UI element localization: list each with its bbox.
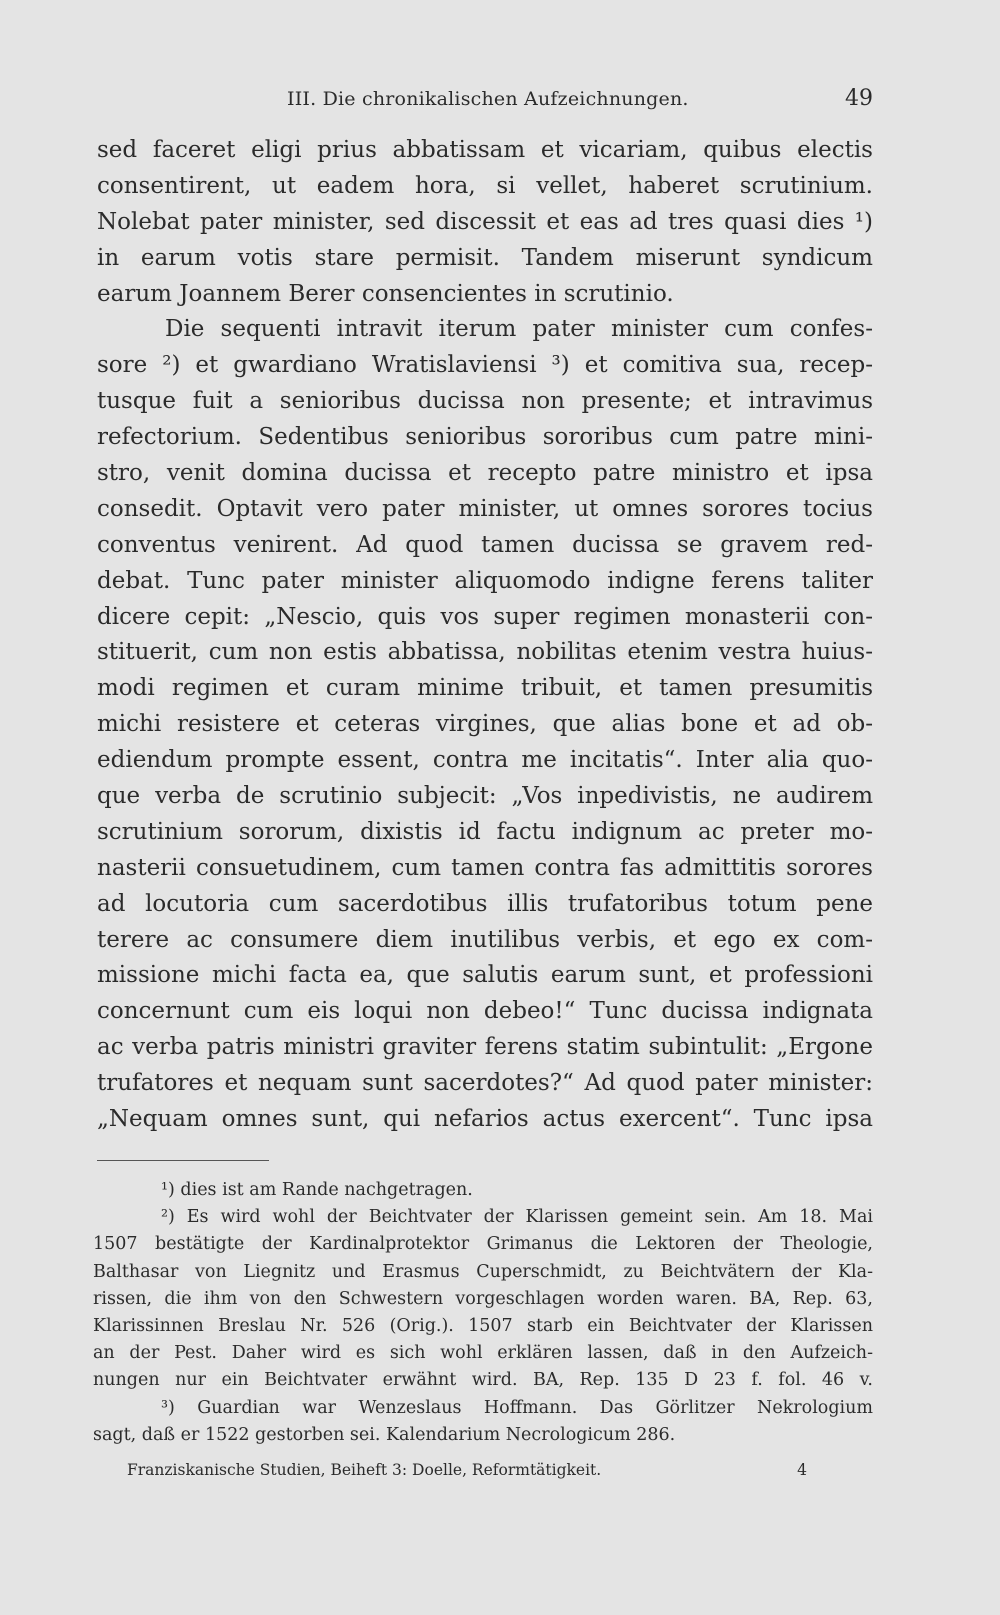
footnote-line: rissen, die ihm von den Schwestern vorgeschlagen worden waren. BA, Rep. 63, — [93, 1288, 873, 1309]
text-line: sore ²) et gwardiano Wratislaviensi ³) et comitiva sua, recep- — [97, 352, 873, 379]
footnote-line: Balthasar von Liegnitz und Erasmus Cuperschmidt, zu Beichtvätern der Kla- — [93, 1261, 873, 1282]
signature-mark: 4 — [797, 1461, 807, 1479]
text-line: debat. Tunc pater minister aliquomodo indigne ferens taliter — [97, 567, 873, 594]
text-line: terere ac consumere diem inutilibus verbis, et ego ex com- — [97, 926, 873, 953]
page-header — [97, 86, 873, 120]
text-line: stro, venit domina ducissa et recepto patre ministro et ipsa — [97, 460, 873, 487]
text-line: ac verba patris ministri graviter ferens statim subintulit: „Ergone — [97, 1034, 873, 1061]
text-line: trufatores et nequam sunt sacerdotes?“ Ad quod pater minister: — [97, 1070, 873, 1097]
body-text — [97, 133, 873, 1138]
text-line: ad locutoria cum sacerdotibus illis trufatoribus totum pene — [97, 890, 873, 917]
footnote-line: Klarissinnen Breslau Nr. 526 (Orig.). 1507 starb ein Beichtvater der Klarissen — [93, 1315, 873, 1336]
text-line: michi resistere et ceteras virgines, que alias bone et ad ob- — [97, 711, 873, 738]
text-line: refectorium. Sedentibus senioribus sororibus cum patre mini- — [97, 424, 873, 451]
text-line: tusque fuit a senioribus ducissa non presente; et intravimus — [97, 388, 873, 415]
footnote-rule — [97, 1160, 269, 1161]
text-line: scrutinium sororum, dixistis id factu indignum ac preter mo- — [97, 818, 873, 845]
text-line: in earum votis stare permisit. Tandem miserunt syndicum — [97, 244, 873, 271]
printer-signature — [127, 1458, 807, 1482]
text-line: consedit. Optavit vero pater minister, ut omnes sorores tocius — [97, 495, 873, 522]
footnote-line: ²) Es wird wohl der Beichtvater der Klarissen gemeint sein. Am 18. Mai — [161, 1207, 873, 1228]
text-line: stituerit, cum non estis abbatissa, nobilitas etenim vestra huius- — [97, 639, 873, 666]
text-line: concernunt cum eis loqui non debeo!“ Tunc ducissa indignata — [97, 998, 873, 1025]
footnote-line: ¹) dies ist am Rande nachgetragen. — [161, 1180, 473, 1200]
text-line: missione michi facta ea, que salutis earum sunt, et professioni — [97, 962, 873, 989]
text-line: sed faceret eligi prius abbatissam et vicariam, quibus electis — [97, 137, 873, 163]
text-line: ediendum prompte essent, contra me incitatis“. Inter alia quo- — [97, 747, 873, 774]
text-line: nasterii consuetudinem, cum tamen contra fas admittitis sorores — [97, 854, 873, 881]
text-line: earum Joannem Berer consencientes in scrutinio. — [97, 280, 674, 307]
text-line: Nolebat pater minister, sed discessit et eas ad tres quasi dies ¹) — [97, 208, 873, 235]
footnote-line: an der Pest. Daher wird es sich wohl erklären lassen, daß in den Aufzeich- — [93, 1343, 873, 1364]
footnotes — [93, 1177, 873, 1449]
text-line: „Nequam omnes sunt, qui nefarios actus exercent“. Tunc ipsa — [97, 1106, 873, 1133]
footnote-line: nungen nur ein Beichtvater erwähnt wird. BA, Rep. 135 D 23 f. fol. 46 v. — [93, 1370, 873, 1391]
page-number: 49 — [845, 86, 873, 111]
footnote-line: sagt, daß er 1522 gestorben sei. Kalendarium Necrologicum 286. — [93, 1424, 676, 1445]
text-line: consentirent, ut eadem hora, si vellet, haberet scrutinium. — [97, 172, 873, 199]
footnote-line: 1507 bestätigte der Kardinalprotektor Grimanus die Lektoren der Theologie, — [93, 1234, 873, 1255]
text-line: dicere cepit: „Nescio, quis vos super regimen monasterii con- — [97, 603, 873, 630]
text-line: Die sequenti intravit iterum pater minister cum confes- — [165, 316, 873, 343]
text-line: conventus venirent. Ad quod tamen ducissa se gravem red- — [97, 531, 873, 558]
running-title: III. Die chronikalischen Aufzeichnungen. — [287, 88, 689, 110]
signature-text: Franziskanische Studien, Beiheft 3: Doelle, Reformtätigkeit. — [127, 1461, 602, 1479]
text-line: que verba de scrutinio subjecit: „Vos inpedivistis, ne audirem — [97, 783, 873, 810]
footnote-line: ³) Guardian war Wenzeslaus Hoffmann. Das Görlitzer Nekrologium — [161, 1397, 873, 1418]
text-line: modi regimen et curam minime tribuit, et tamen presumitis — [97, 675, 873, 702]
